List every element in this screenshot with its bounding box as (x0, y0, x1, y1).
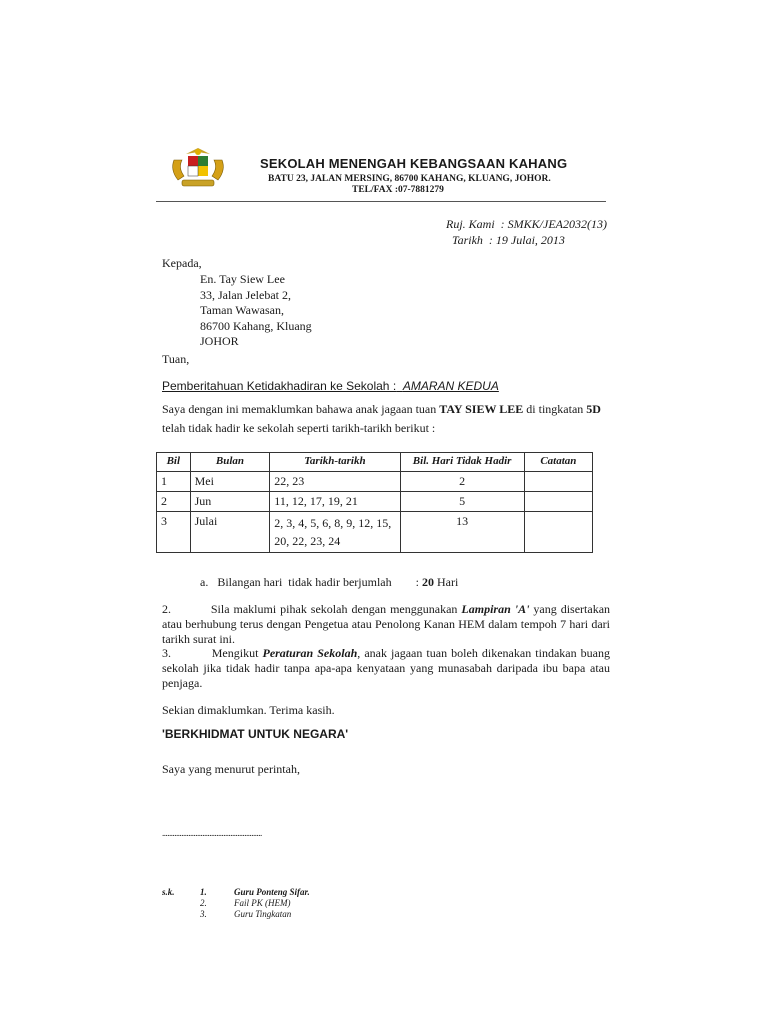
cell-catatan (524, 472, 592, 492)
recipient-line: 86700 Kahang, Kluang (200, 318, 312, 333)
col-tarikh: Tarikh-tarikh (270, 453, 400, 472)
total-label: a. Bilangan hari tidak hadir berjumlah (200, 575, 392, 589)
total-unit: Hari (436, 575, 459, 589)
intro-text: di tingkatan (526, 402, 584, 416)
sk-item (200, 909, 310, 920)
cell-hari: 2 (400, 472, 524, 492)
sk-item (200, 898, 310, 909)
total-colon: : (415, 575, 419, 589)
cell-tarikh: 2, 3, 4, 5, 6, 8, 9, 12, 15, 20, 22, 23, 24 (270, 512, 400, 553)
para-text: Sila maklumi pihak sekolah dengan menggunakan (210, 602, 458, 616)
table-row (157, 472, 593, 492)
paragraph-3 (162, 646, 610, 691)
sk-list (200, 887, 310, 920)
table-row (157, 512, 593, 553)
tarikh-label: Tarikh (452, 233, 483, 247)
cell-bulan: Jun (190, 492, 270, 512)
sk-num: 2. (200, 898, 207, 908)
school-name: SEKOLAH MENENGAH KEBANGSAAN KAHANG (260, 156, 568, 171)
sk-text: Guru Tingkatan (234, 909, 292, 919)
sk-text: Fail PK (HEM) (234, 898, 291, 908)
col-bil: Bil (157, 453, 191, 472)
peraturan-ref: Peraturan Sekolah (262, 646, 358, 660)
paragraph-2 (162, 602, 610, 647)
closing-sentence: Sekian dimaklumkan. Terima kasih. (162, 703, 335, 717)
para-text: Mengikut (211, 646, 259, 660)
table-header-row (157, 453, 593, 472)
signature-line: ......................................................... (162, 828, 262, 838)
student-name: TAY SIEW LEE (439, 402, 524, 416)
table-row (157, 492, 593, 512)
letterhead-divider (156, 201, 606, 202)
sk-text: Guru Ponteng Sifar. (234, 887, 310, 897)
cell-bil: 1 (157, 472, 191, 492)
subject-warning: AMARAN KEDUA (402, 379, 499, 393)
recipient-line: En. Tay Siew Lee (200, 272, 285, 286)
sk-label: s.k. (162, 887, 175, 897)
para-text: , anak jagaan tuan boleh dikenakan tindakan buang sekolah jika tidak hadir tanpa apa-apa kenyataan yang munasabah daripada ibu bapa atau penjaga. (162, 646, 611, 690)
col-bulan: Bulan (190, 453, 270, 472)
cell-bulan: Julai (190, 512, 270, 553)
cell-catatan (524, 512, 592, 553)
malaysia-coat-of-arms-icon (168, 146, 228, 192)
recipient-line: 33, Jalan Jelebat 2, (200, 287, 291, 302)
tarikh-value: : 19 Julai, 2013 (488, 233, 565, 247)
cell-hari: 13 (400, 512, 524, 553)
salutation: Tuan, (162, 352, 190, 366)
intro-paragraph (162, 400, 612, 438)
recipient-line: Taman Wawasan, (200, 303, 284, 317)
lampiran-ref: Lampiran 'A' (461, 602, 530, 616)
recipient-line: JOHOR (200, 334, 239, 348)
para-text: yang disertakan atau berhubung terus dengan Pengetua atau Penolong Kanan HEM dalam tempoh 7 hari dari tarikh surat ini. (162, 602, 611, 646)
cell-tarikh: 11, 12, 17, 19, 21 (270, 492, 400, 512)
sign-off: Saya yang menurut perintah, (162, 762, 300, 776)
kepada-label: Kepada, (162, 256, 202, 270)
cell-bil: 3 (157, 512, 191, 553)
ruj-value: : SMKK/JEA2032(13) (500, 217, 607, 231)
cell-tarikh: 22, 23 (270, 472, 400, 492)
subject-line (162, 379, 499, 393)
intro-text: telah tidak hadir ke sekolah seperti tarikh-tarikh berikut : (162, 421, 436, 435)
para-number: 3. (162, 646, 171, 660)
para-number: 2. (162, 602, 171, 616)
col-catatan: Catatan (524, 453, 592, 472)
subject-main: Pemberitahuan Ketidakhadiran ke Sekolah : (162, 379, 397, 393)
cell-hari: 5 (400, 492, 524, 512)
reference-block (446, 216, 607, 248)
sk-num: 3. (200, 909, 207, 919)
sk-num: 1. (200, 887, 207, 897)
total-value: 20 (421, 575, 434, 589)
student-form: 5D (586, 402, 601, 416)
absence-table (156, 452, 593, 553)
recipient-address (200, 272, 312, 350)
cell-bil: 2 (157, 492, 191, 512)
school-address: BATU 23, JALAN MERSING, 86700 KAHANG, KLUANG, JOHOR. (268, 174, 551, 184)
motto: 'BERKHIDMAT UNTUK NEGARA' (162, 727, 349, 741)
sk-item (200, 887, 310, 898)
ruj-label: Ruj. Kami (446, 217, 495, 231)
cell-catatan (524, 492, 592, 512)
col-hari: Bil. Hari Tidak Hadir (400, 453, 524, 472)
cell-bulan: Mei (190, 472, 270, 492)
school-tel: TEL/FAX :07-7881279 (352, 185, 444, 195)
total-days-line (200, 575, 458, 590)
intro-text: Saya dengan ini memaklumkan bahawa anak jagaan tuan (162, 402, 437, 416)
